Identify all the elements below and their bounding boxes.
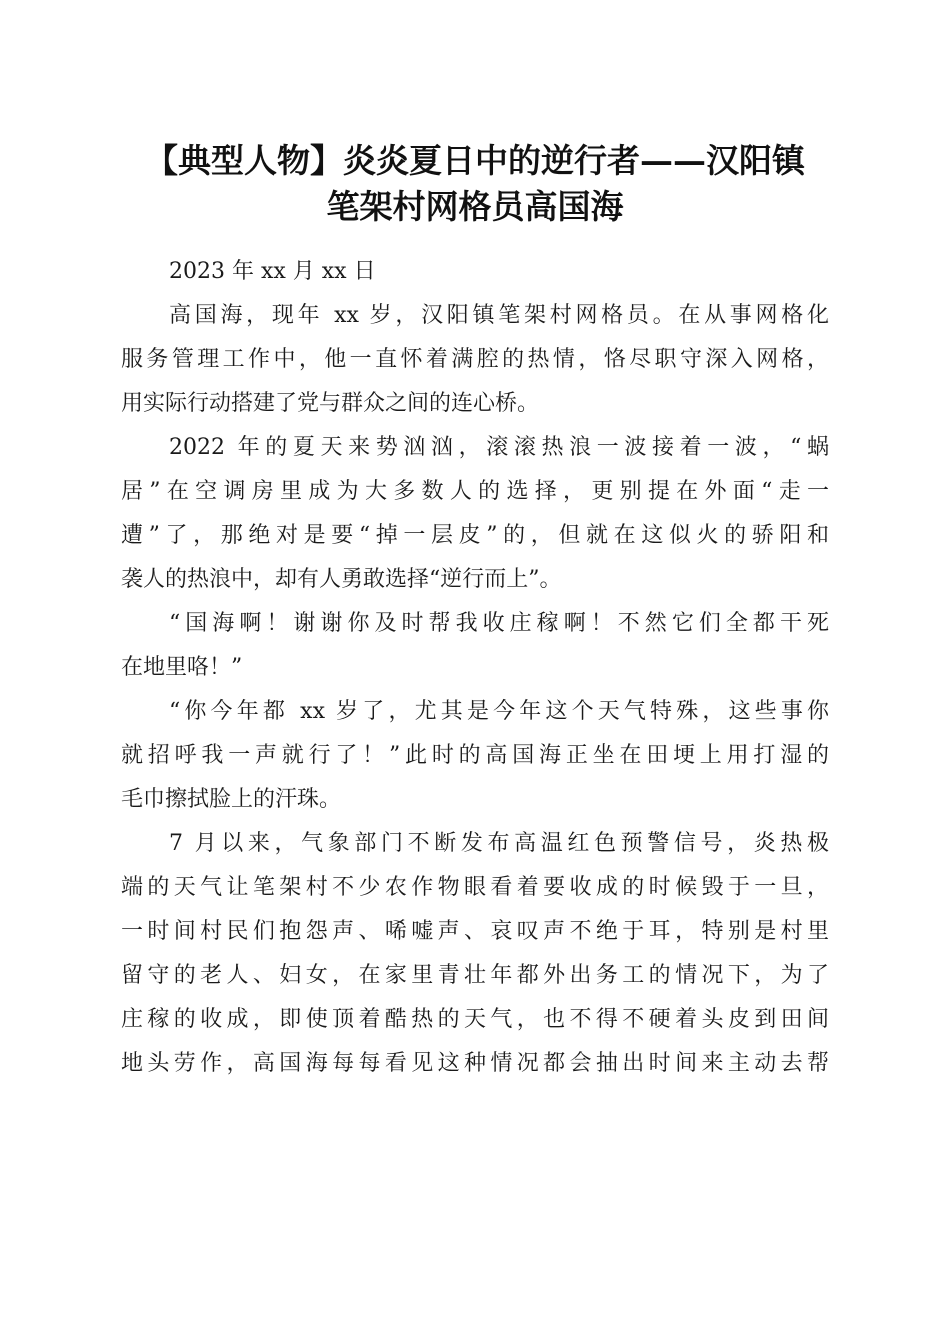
paragraph-line: 一时间村民们抱怨声、唏嘘声、哀叹声不绝于耳，特别是村里 [121,919,829,944]
paragraph-line: 7 月以来，气象部门不断发布高温红色预警信号，炎热极 [169,831,829,856]
paragraph-line: 就招呼我一声就行了！”此时的高国海正坐在田埂上用打湿的 [121,743,829,768]
paragraph-1 [121,294,829,426]
title-line-2: 笔架村网格员高国海 [326,187,624,226]
paragraph-4 [121,690,829,822]
title-line-1: 【典型人物】炎炎夏日中的逆行者——汉阳镇 [145,141,805,180]
paragraph-line: 在地里咯！” [121,655,243,680]
paragraph-line: 服务管理工作中，他一直怀着满腔的热情，恪尽职守深入网格， [121,347,829,372]
paragraph-line: “你今年都 xx 岁了，尤其是今年这个天气特殊，这些事你 [169,699,829,724]
paragraph-3 [121,602,829,690]
paragraph-5 [121,822,829,1086]
paragraph-line: 2022 年的夏天来势汹汹，滚滚热浪一波接着一波，“蜗 [169,435,829,460]
paragraph-line: 袭人的热浪中，却有人勇敢选择“逆行而上”。 [121,567,562,592]
document-date: 2023 年 xx 月 xx 日 [169,259,376,284]
paragraph-line: 高国海，现年 xx 岁，汉阳镇笔架村网格员。在从事网格化 [169,303,829,328]
paragraph-line: 端的天气让笔架村不少农作物眼看着要收成的时候毁于一旦， [121,875,829,900]
paragraph-line: 居”在空调房里成为大多数人的选择，更别提在外面“走一 [121,479,829,504]
paragraph-line: 遭”了，那绝对是要“掉一层皮”的，但就在这似火的骄阳和 [121,523,829,548]
paragraph-2 [121,426,829,602]
paragraph-line: 毛巾擦拭脸上的汗珠。 [121,787,342,812]
paragraph-line: 留守的老人、妇女，在家里青壮年都外出务工的情况下，为了 [121,963,829,988]
document-title [110,138,840,230]
paragraph-line: 地头劳作，高国海每每看见这种情况都会抽出时间来主动去帮 [121,1051,829,1076]
paragraph-line: 用实际行动搭建了党与群众之间的连心桥。 [121,391,540,416]
paragraph-line: 庄稼的收成，即使顶着酷热的天气，也不得不硬着头皮到田间 [121,1007,829,1032]
document-body [121,250,829,1086]
paragraph-line: “国海啊！谢谢你及时帮我收庄稼啊！不然它们全都干死 [169,611,829,636]
